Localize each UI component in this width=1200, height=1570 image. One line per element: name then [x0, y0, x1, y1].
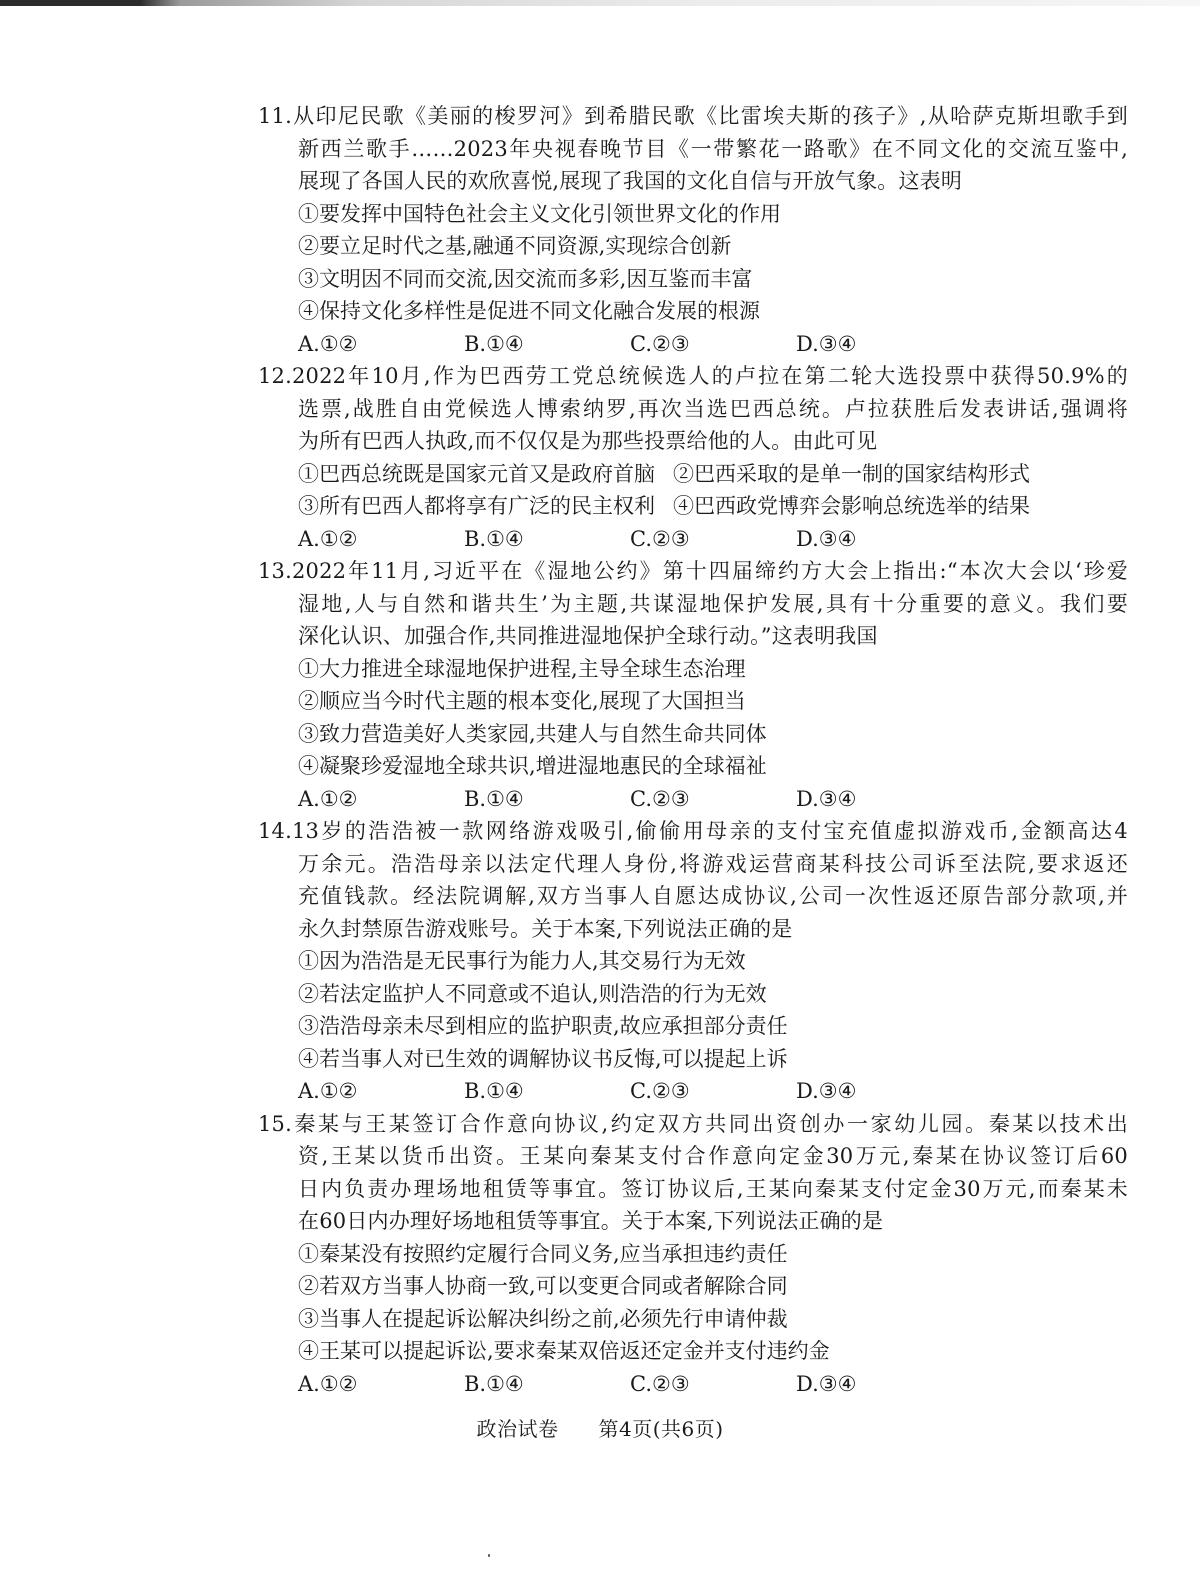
- answer-choice-b: B.①④: [464, 526, 524, 551]
- statement-option: ①秦某没有按照约定履行合同义务,应当承担违约责任: [298, 1241, 788, 1266]
- footer-title: 政治试卷: [476, 1417, 559, 1441]
- answer-choice-c: C.②③: [630, 786, 690, 811]
- question-stem-line: 选票,战胜自由党候选人博索纳罗,再次当选巴西总统。卢拉获胜后发表讲话,强调将: [298, 396, 1128, 421]
- statement-option-row: [298, 458, 1128, 491]
- answer-choices: [298, 1368, 1128, 1401]
- question-stem-line: 永久封禁原告游戏账号。关于本案,下列说法正确的是: [298, 916, 793, 941]
- statement-option: ②顺应当今时代主题的根本变化,展现了大国担当: [298, 689, 746, 713]
- answer-choice-a: A.①②: [298, 1371, 358, 1396]
- statement-option: ③所有巴西人都将享有广泛的民主权利: [298, 494, 655, 518]
- question-stem-line: 资,王某以货币出资。王某向秦某支付合作意向定金30万元,秦某在协议签订后60: [298, 1144, 1128, 1168]
- footer-page-number: 第4页(共6页): [598, 1417, 724, 1441]
- answer-choices: [298, 328, 1128, 361]
- answer-choices: [298, 783, 1128, 816]
- statement-option-row: [298, 490, 1128, 523]
- answer-choice-d: D.③④: [796, 786, 857, 811]
- question-stem-line: 万余元。浩浩母亲以法定代理人身份,将游戏运营商某科技公司诉至法院,要求返还: [298, 851, 1128, 876]
- statement-option: ①巴西总统既是国家元首又是政府首脑: [298, 461, 655, 486]
- answer-choice-d: D.③④: [796, 331, 857, 356]
- statement-option: ①因为浩浩是无民事行为能力人,其交易行为无效: [298, 949, 746, 973]
- statement-option: ③文明因不同而交流,因交流而多彩,因互鉴而丰富: [298, 266, 753, 291]
- question-stem-line: 13.2022年11月,习近平在《湿地公约》第十四届缔约方大会上指出:“本次大会以‘珍爱: [258, 559, 1128, 583]
- question-stem-line: 新西兰歌手……2023年央视春晚节目《一带繁花一路歌》在不同文化的交流互鉴中,: [298, 136, 1128, 161]
- statement-option: ③致力营造美好人类家园,共建人与自然生命共同体: [298, 721, 767, 746]
- question-11: [258, 100, 1128, 360]
- statement-option: ④若当事人对已生效的调解协议书反悔,可以提起上诉: [298, 1046, 788, 1071]
- question-stem-line: 为所有巴西人执政,而不仅仅是为那些投票给他的人。由此可见: [298, 429, 878, 453]
- question-stem-line: 日内负责办理场地租赁等事宜。签订协议后,王某向秦某支付定金30万元,而秦某未: [298, 1176, 1128, 1201]
- statement-option: ④凝聚珍爱湿地全球共识,增进湿地惠民的全球福祉: [298, 754, 767, 778]
- answer-choice-a: A.①②: [298, 1079, 358, 1103]
- question-12: [258, 360, 1128, 555]
- scan-edge: [0, 0, 1200, 6]
- answer-choice-c: C.②③: [630, 526, 690, 551]
- statement-option: ①大力推进全球湿地保护进程,主导全球生态治理: [298, 656, 746, 681]
- answer-choice-a: A.①②: [298, 786, 358, 811]
- page-footer: [0, 1413, 1200, 1442]
- question-15: [258, 1108, 1128, 1401]
- question-stem-line: 11.从印尼民歌《美丽的梭罗河》到希腊民歌《比雷埃夫斯的孩子》,从哈萨克斯坦歌手到: [258, 104, 1128, 128]
- answer-choices: [298, 523, 1128, 556]
- answer-choice-c: C.②③: [630, 331, 690, 356]
- answer-choice-a: A.①②: [298, 331, 358, 356]
- statement-option: ②若法定监护人不同意或不追认,则浩浩的行为无效: [298, 981, 767, 1006]
- question-stem-line: 14.13岁的浩浩被一款网络游戏吸引,偷偷用母亲的支付宝充值虚拟游戏币,金额高达4: [258, 819, 1128, 843]
- question-stem-line: 12.2022年10月,作为巴西劳工党总统候选人的卢拉在第二轮大选投票中获得50.9%的: [258, 364, 1128, 388]
- statement-option: ②要立足时代之基,融通不同资源,实现综合创新: [298, 234, 732, 258]
- statement-option: ②若双方当事人协商一致,可以变更合同或者解除合同: [298, 1274, 788, 1298]
- question-stem-line: 15.秦某与王某签订合作意向协议,约定双方共同出资创办一家幼儿园。秦某以技术出: [258, 1111, 1128, 1136]
- question-stem-line: 在60日内办理好场地租赁等事宜。关于本案,下列说法正确的是: [298, 1209, 884, 1233]
- answer-choice-b: B.①④: [464, 786, 524, 811]
- exam-page: [258, 100, 1128, 1400]
- question-13: [258, 555, 1128, 815]
- statement-option: ③浩浩母亲未尽到相应的监护职责,故应承担部分责任: [298, 1014, 788, 1038]
- statement-option: ①要发挥中国特色社会主义文化引领世界文化的作用: [298, 201, 781, 226]
- question-stem-line: 深化认识、加强合作,共同推进湿地保护全球行动。”这表明我国: [298, 624, 878, 648]
- answer-choice-c: C.②③: [630, 1079, 690, 1103]
- statement-option: ③当事人在提起诉讼解决纠纷之前,必须先行申请仲裁: [298, 1306, 788, 1331]
- answer-choices: [298, 1075, 1128, 1108]
- answer-choice-d: D.③④: [796, 1079, 857, 1103]
- answer-choice-d: D.③④: [796, 526, 857, 551]
- question-stem-line: 湿地,人与自然和谐共生’为主题,共谋湿地保护发展,具有十分重要的意义。我们要: [298, 591, 1128, 616]
- answer-choice-b: B.①④: [464, 1371, 524, 1396]
- answer-choice-c: C.②③: [630, 1371, 690, 1396]
- answer-choice-b: B.①④: [464, 1079, 524, 1103]
- statement-option: ④保持文化多样性是促进不同文化融合发展的根源: [298, 299, 760, 323]
- statement-option: ④巴西政党博弈会影响总统选举的结果: [673, 494, 1030, 518]
- question-14: [258, 815, 1128, 1108]
- answer-choice-d: D.③④: [796, 1371, 857, 1396]
- scan-speck: [488, 1554, 490, 1557]
- answer-choice-a: A.①②: [298, 526, 358, 551]
- question-stem-line: 充值钱款。经法院调解,双方当事人自愿达成协议,公司一次性返还原告部分款项,并: [298, 884, 1128, 908]
- question-stem-line: 展现了各国人民的欢欣喜悦,展现了我国的文化自信与开放气象。这表明: [298, 169, 963, 193]
- statement-option: ④王某可以提起诉讼,要求秦某双倍返还定金并支付违约金: [298, 1339, 830, 1363]
- statement-option: ②巴西采取的是单一制的国家结构形式: [673, 461, 1030, 486]
- answer-choice-b: B.①④: [464, 331, 524, 356]
